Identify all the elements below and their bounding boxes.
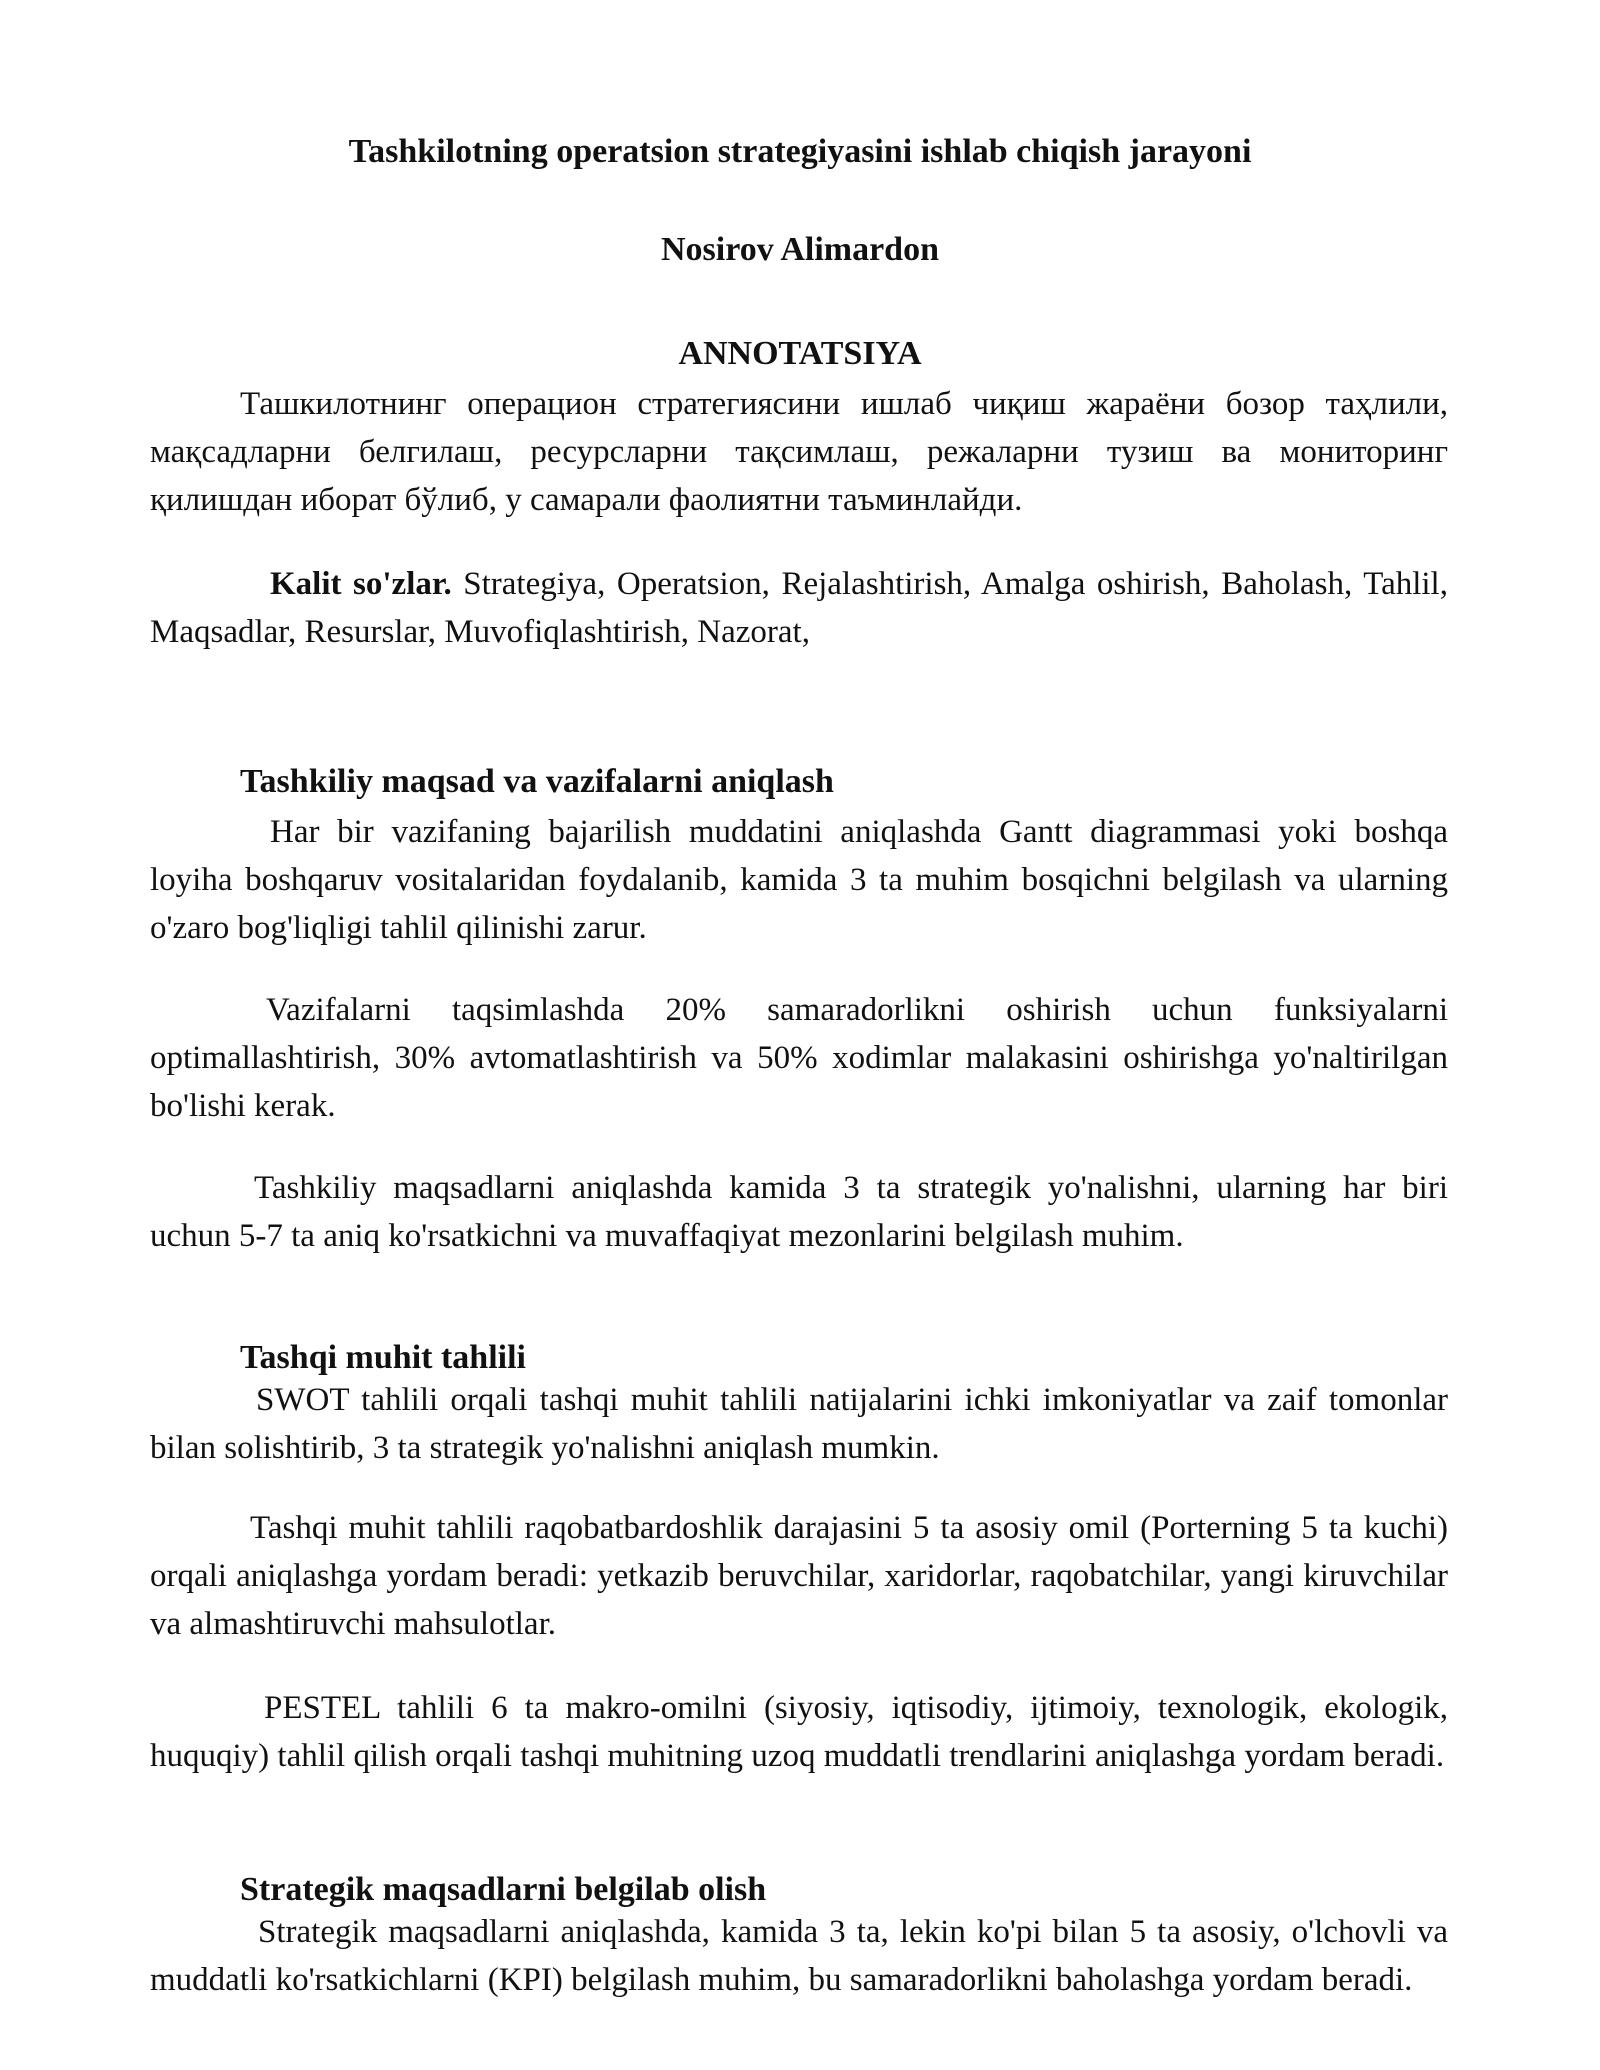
keywords-paragraph bbox=[150, 560, 1448, 656]
section-heading: Tashkiliy maqsad va vazifalarni aniqlash bbox=[240, 763, 834, 800]
section-paragraph: Vazifalarni taqsimlashda 20% samaradorlikni oshirish uchun funksiyalarni optimallashtirish, 30% avtomatlashtirish va 50% xodimlar malakasini oshirishga yo'naltirilgan bo'lishi kerak. bbox=[150, 992, 1448, 1124]
section-paragraph: Strategik maqsadlarni aniqlashda, kamida 3 ta, lekin ko'pi bilan 5 ta asosiy, o'lchovli va muddatli ko'rsatkichlarni (KPI) belgilash muhim, bu samaradorlikni baholashga yordam beradi. bbox=[150, 1914, 1448, 1998]
keywords-label: Kalit so'zlar. bbox=[270, 566, 452, 602]
section-heading: Tashqi muhit tahlili bbox=[240, 1339, 526, 1376]
section-paragraph: Tashkiliy maqsadlarni aniqlashda kamida 3 ta strategik yo'nalishni, ularning har biri uchun 5-7 ta aniq ko'rsatkichni va muvaffaqiyat mezonlarini belgilash muhim. bbox=[150, 1170, 1448, 1254]
section-paragraph: Har bir vazifaning bajarilish muddatini aniqlashda Gantt diagrammasi yoki boshqa loyiha boshqaruv vositalaridan foydalanib, kamida 3 ta muhim bosqichni belgilash va ularning o'zaro bog'liqligi tahlil qilinishi zarur. bbox=[150, 814, 1448, 946]
abstract-heading: ANNOTATSIYA bbox=[678, 335, 922, 372]
keywords-list: Strategiya, Operatsion, Rejalashtirish, Amalga oshirish, Baholash, Tahlil, Maqsadlar, Resurslar, Muvofiqlashtirish, Nazorat, bbox=[150, 566, 1448, 650]
abstract-paragraph: Ташкилотнинг операцион стратегиясини ишлаб чиқиш жараёни бозор таҳлили, мақсадларни белгилаш, ресурсларни тақсимлаш, режаларни тузиш ва мониторинг қилишдан иборат бўлиб, у самарали фаолиятни таъминлайди. bbox=[150, 386, 1448, 518]
document-title: Tashkilotning operatsion strategiyasini ishlab chiqish jarayoni bbox=[348, 133, 1252, 170]
section-paragraph: SWOT tahlili orqali tashqi muhit tahlili natijalarini ichki imkoniyatlar va zaif tomonlar bilan solishtirib, 3 ta strategik yo'nalishni aniqlash mumkin. bbox=[150, 1382, 1448, 1466]
section-heading: Strategik maqsadlarni belgilab olish bbox=[240, 1871, 767, 1908]
section-paragraph: Tashqi muhit tahlili raqobatbardoshlik darajasini 5 ta asosiy omil (Porterning 5 ta kuchi) orqali aniqlashga yordam beradi: yetkazib beruvchilar, xaridorlar, raqobatchilar, yangi kiruvchilar va almashtiruvchi mahsulotlar. bbox=[150, 1510, 1448, 1642]
author-name: Nosirov Alimardon bbox=[660, 231, 939, 268]
section-paragraph: PESTEL tahlili 6 ta makro-omilni (siyosiy, iqtisodiy, ijtimoiy, texnologik, ekologik, huquqiy) tahlil qilish orqali tashqi muhitning uzoq muddatli trendlarini aniqlashga yordam beradi. bbox=[150, 1690, 1448, 1774]
